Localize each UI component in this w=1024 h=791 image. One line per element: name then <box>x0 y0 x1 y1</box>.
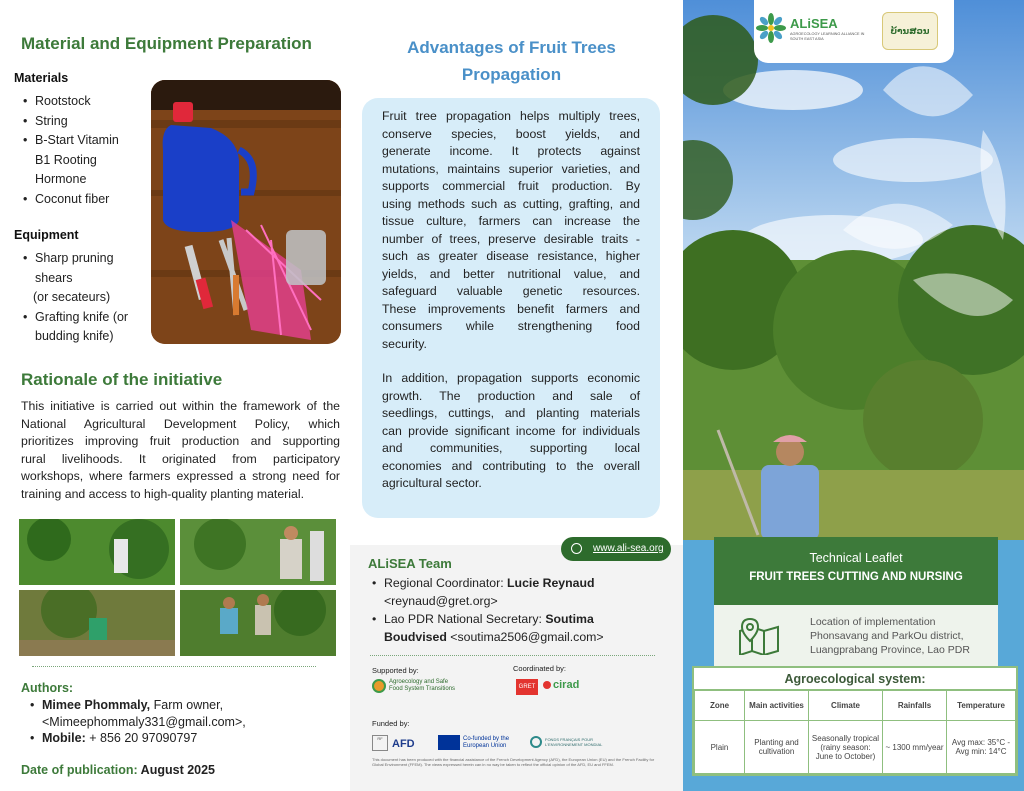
rationale-title: Rationale of the initiative <box>21 370 223 389</box>
table-header: Main activities <box>745 691 809 721</box>
publication-date: Date of publication: August 2025 <box>21 763 216 777</box>
globe-icon <box>571 543 582 554</box>
list-item: • B-Start Vitamin <box>23 131 143 151</box>
material-title: Material and Equipment Preparation <box>21 34 312 53</box>
location-text: Location of implementation Phonsavang and ParkOu district, Luangprabang Province, Lao PDR <box>810 616 970 656</box>
left-panel <box>0 0 350 791</box>
rationale-text: This initiative is carried out within the framework of the National Agricultural Development Policy, which prioritizes improving fruit production and supporting rural livelihoods. It originated from participatory workshops, where farmers expressed a strong need for training and access to high-quality planting material. <box>21 399 340 501</box>
afd-logo: AFD <box>392 738 415 750</box>
list-item: • Coconut fiber <box>23 190 143 210</box>
materials-list <box>23 92 143 209</box>
list-item: • String <box>23 112 143 132</box>
leaflet-title: FRUIT TREES CUTTING AND NURSING <box>749 571 963 583</box>
list-item-cont: budding knife) <box>35 329 114 343</box>
team-section <box>350 545 683 791</box>
leaflet-label: Technical Leaflet <box>809 551 903 565</box>
field-photo <box>180 519 336 585</box>
table-cell: Seasonally tropical (rainy season: June to October) <box>809 721 883 774</box>
advantages-box <box>362 98 660 518</box>
table-cell: Plain <box>695 721 745 774</box>
agroecological-box <box>692 666 1018 776</box>
advantages-para1: Fruit tree propagation helps multiply trees, conserve species, boost yields, and generate income. It protects against mutations, maintains superior varieties, and supports commercial fruit production. By using methods such as cutting, grafting, and tissue culture, farmers can increase the number of trees, preserve desirable traits - such as greater disease resistance, higher yields, and better nutritional value, and safeguard valuable genetic resources. These improvements benefit farmers and consumers while strengthening food security. <box>382 109 640 351</box>
list-item-cont: Boudvised <soutima2506@gmail.com> <box>384 630 604 644</box>
table-cell: ~ 1300 mm/year <box>883 721 947 774</box>
equipment-label: Equipment <box>14 228 79 242</box>
eu-logo: Co-funded by the European Union <box>438 735 528 750</box>
table-header: Zone <box>695 691 745 721</box>
alisea-flower-icon <box>756 13 786 43</box>
list-item: • Grafting knife (or <box>23 308 148 328</box>
table-cell: Avg max: 35°C - Avg min: 14°C <box>947 721 1016 774</box>
website-text[interactable]: www.ali-sea.org <box>593 543 664 554</box>
materials-label: Materials <box>14 71 69 85</box>
authors-list <box>30 697 340 747</box>
list-item: • Mimee Phommaly, Farm owner, <box>30 697 340 714</box>
asfs-logo: Agroecology and Safe Food System Transitions <box>372 679 457 693</box>
coordinated-label: Coordinated by: <box>513 664 566 673</box>
supported-label: Supported by: <box>372 666 419 675</box>
header-logos <box>754 0 954 63</box>
funded-label: Funded by: <box>372 719 410 728</box>
alisea-name: ALiSEA <box>790 16 838 31</box>
website-link[interactable] <box>561 537 671 561</box>
team-title: ALiSEA Team <box>368 556 452 571</box>
list-item: • Rootstock <box>23 92 143 112</box>
list-item-cont: shears <box>35 270 73 285</box>
table-header: Climate <box>809 691 883 721</box>
agro-title: Agroecological system: <box>694 668 1016 690</box>
tools-photo <box>151 80 341 344</box>
divider <box>370 655 655 656</box>
field-photo <box>19 590 175 656</box>
list-item: • Sharp pruning <box>23 249 148 269</box>
map-pin-icon <box>736 617 782 655</box>
field-photo <box>19 519 175 585</box>
list-item-cont: (or secateurs) <box>33 290 111 304</box>
leaflet-banner <box>714 537 998 605</box>
list-item-cont: B1 Rooting <box>35 152 97 167</box>
list-item: • Regional Coordinator: Lucie Reynaud <box>372 574 662 592</box>
cirad-logo: cirad <box>543 678 579 692</box>
ffem-logo: FONDS FRANÇAIS POUR L'ENVIRONNEMENT MONDIAL <box>530 736 610 748</box>
authors-label: Authors: <box>21 681 74 695</box>
divider <box>32 666 316 667</box>
republique-logo: RF <box>372 735 388 751</box>
advantages-para2: In addition, propagation supports economic growth. The production and sale of seedlings, cuttings, and planting materials can provide significant income for individuals and communities, supporting local economies and contributing to the overall agricultural sector. <box>382 371 640 490</box>
team-list <box>372 574 662 646</box>
list-item-cont: <reynaud@gret.org> <box>384 594 498 608</box>
table-header: Temperature <box>947 691 1016 721</box>
list-item: • Lao PDR National Secretary: Soutima <box>372 610 662 628</box>
disclaimer: This document has been produced with the financial assistance of the French Development Agency (AFD), the European Union (EU) and the French Facility for Global Environment (FFEM). The views expressed herein can in no way be taken to reflect the official opinion of the AFD, EU and FFEM. <box>372 757 655 767</box>
advantages-title: Advantages of Fruit Trees Propagation <box>407 38 616 84</box>
alisea-subtitle: AGROECOLOGY LEARNING ALLIANCE IN SOUTH EAST ASIA <box>790 32 865 41</box>
equipment-list <box>23 249 148 347</box>
cover-panel <box>683 0 1024 791</box>
table-cell: Planting and cultivation <box>745 721 809 774</box>
list-item: • Mobile: + 856 20 97090797 <box>30 730 340 747</box>
partner-logo: ບ້ານສວນ <box>882 12 938 50</box>
agro-table <box>694 690 1016 774</box>
gret-logo: GRET <box>516 679 538 695</box>
list-item-cont: Hormone <box>35 172 87 186</box>
field-photo <box>180 590 336 656</box>
location-box <box>714 605 998 666</box>
list-item-cont: <Mimeephommaly331@gmail.com>, <box>42 714 246 729</box>
table-header: Rainfalls <box>883 691 947 721</box>
